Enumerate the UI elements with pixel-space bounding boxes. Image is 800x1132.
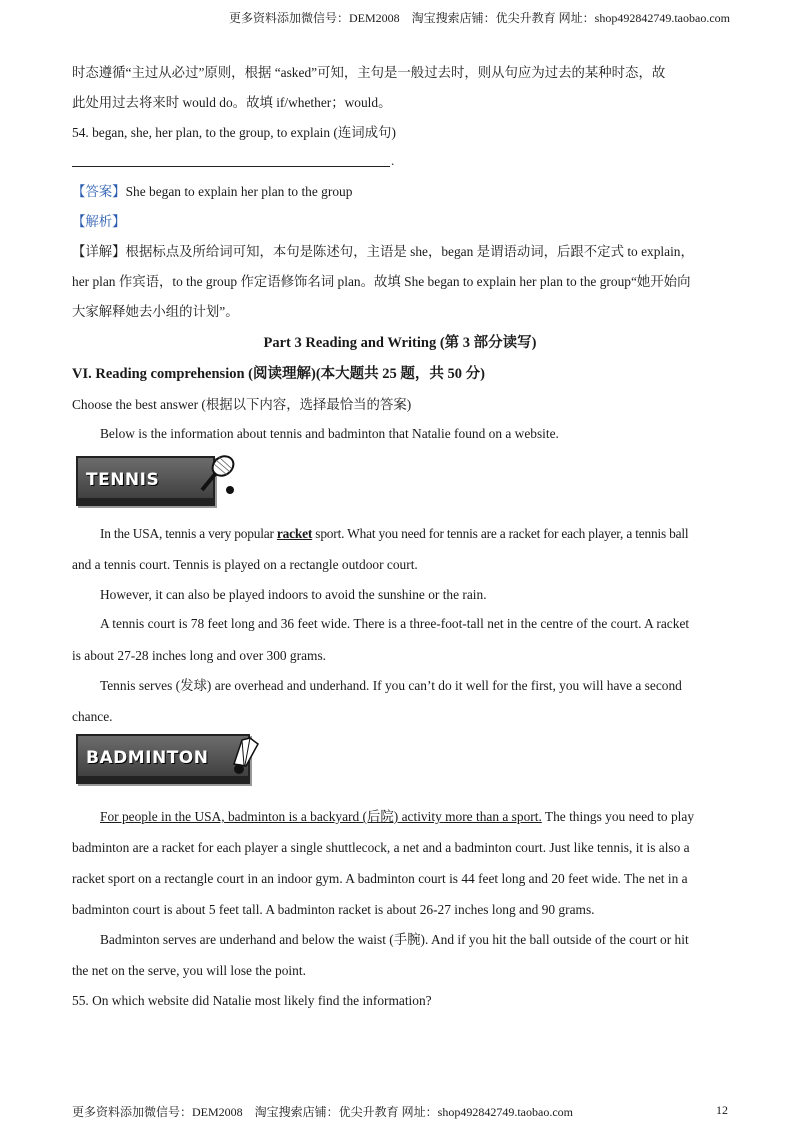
intro-paragraph: Below is the information about tennis and badminton that Natalie found on a website. xyxy=(100,426,559,441)
badminton-p1-line3: racket sport on a rectangle court in an indoor gym. A badminton court is 44 feet long and 20 feet wide. The net in a xyxy=(72,871,688,886)
badminton-p1: For people in the USA, badminton is a backyard (后院) activity more than a sport. The things you need to play xyxy=(100,809,695,824)
badminton-banner-label: BADMINTON xyxy=(86,748,209,768)
q55-prompt: 55. On which website did Natalie most likely find the information? xyxy=(72,993,432,1008)
tennis-racket-icon xyxy=(190,452,240,502)
shuttlecock-icon xyxy=(228,734,262,778)
page-header: 更多资料添加微信号：DEM2008 淘宝搜索店铺：优尖升教育 网址：shop492842749.taobao.com xyxy=(229,11,730,25)
answer-blank-line xyxy=(72,166,390,167)
tennis-p3-line2: is about 27-28 inches long and over 300 grams. xyxy=(72,648,327,663)
answer-text: She began to explain her plan to the group xyxy=(125,184,353,199)
underlined-sentence: For people in the USA, badminton is a backyard (后院) activity more than a sport. xyxy=(100,809,542,824)
badminton-p2-line1: Badminton serves are underhand and below the waist (手腕). And if you hit the ball outside of the court or hit xyxy=(100,932,689,947)
page-footer: 更多资料添加微信号：DEM2008 淘宝搜索店铺：优尖升教育 网址：shop492842749.taobao.com xyxy=(72,1105,573,1119)
tennis-p1: In the USA, tennis a very popular racket sport. What you need for tennis are a racket for each player, a tennis ball xyxy=(100,526,689,541)
tennis-banner-label: TENNIS xyxy=(86,470,160,490)
badminton-p1-line2: badminton are a racket for each player a single shuttlecock, a net and a badminton court. Just like tennis, it is also a xyxy=(72,840,690,855)
keyword-racket: racket xyxy=(276,526,313,541)
tennis-p3-line1: A tennis court is 78 feet long and 36 feet wide. There is a three-foot-tall net in the centre of the court. A racket xyxy=(100,616,690,631)
tennis-p1-line2: and a tennis court. Tennis is played on a rectangle outdoor court. xyxy=(72,557,418,572)
detail-line1: 【详解】根据标点及所给词可知，本句是陈述句，主语是 she，began 是谓语动词，后跟不定式 to explain， xyxy=(72,244,694,259)
instruction: Choose the best answer (根据以下内容，选择最恰当的答案) xyxy=(72,397,412,412)
q54-answer xyxy=(72,183,352,201)
section-title: VI. Reading comprehension (阅读理解)(本大题共 25 题，共 50 分) xyxy=(72,366,485,382)
tennis-p4-line2: chance. xyxy=(72,709,113,724)
badminton-banner xyxy=(76,734,250,784)
detail-line2: her plan 作宾语，to the group 作定语修饰名词 plan。故填 She began to explain her plan to the group“她开始向 xyxy=(72,274,691,289)
part3-title: Part 3 Reading and Writing (第 3 部分读写) xyxy=(263,335,537,351)
answer-tag: 【答案】 xyxy=(72,184,126,199)
detail-line3: 大家解释她去小组的计划”。 xyxy=(72,304,239,319)
badminton-p2-line2: the net on the serve, you will lose the point. xyxy=(72,963,306,978)
tennis-p2: However, it can also be played indoors to avoid the sunshine or the rain. xyxy=(100,587,487,602)
answer-blank-period: . xyxy=(391,153,395,168)
page-number: 12 xyxy=(716,1103,728,1117)
q53-explanation-line1: 时态遵循“主过从必过”原则，根据 “asked”可知，主句是一般过去时，则从句应为过去的某种时态，故 xyxy=(72,65,666,80)
tennis-p4-line1: Tennis serves (发球) are overhead and underhand. If you can’t do it well for the first, you will have a second xyxy=(100,678,682,693)
q54-prompt: 54. began, she, her plan, to the group, to explain (连词成句) xyxy=(72,125,396,140)
analysis-tag: 【解析】 xyxy=(72,214,126,229)
badminton-p1-line4: badminton court is about 5 feet tall. A badminton racket is about 26-27 inches long and 90 grams. xyxy=(72,902,595,917)
q53-explanation-line2: 此处用过去将来时 would do。故填 if/whether；would。 xyxy=(72,95,392,110)
